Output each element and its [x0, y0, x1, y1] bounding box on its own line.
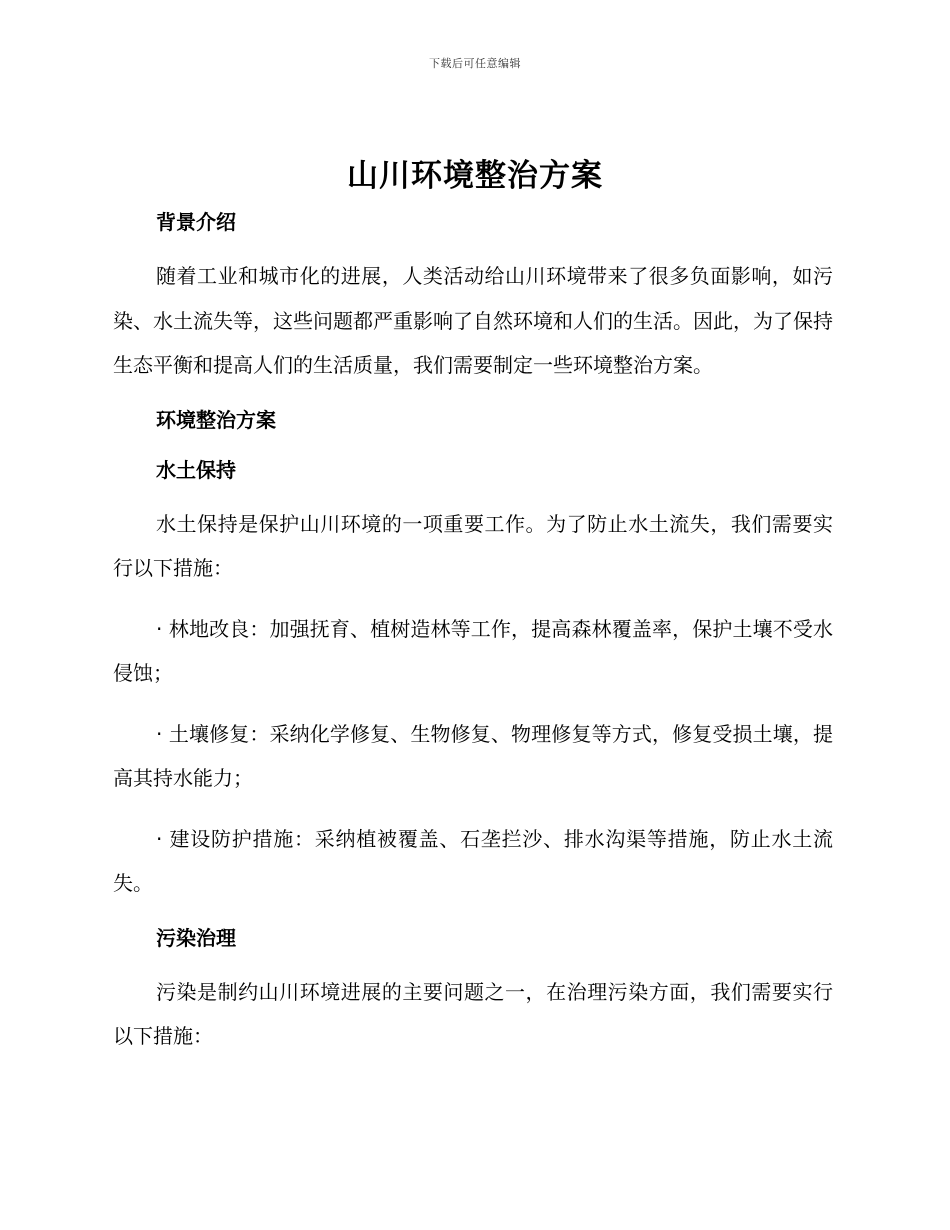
- bullet-item-protection: · 建设防护措施：采纳植被覆盖、石垄拦沙、排水沟渠等措施，防止水土流失。: [113, 826, 833, 895]
- section-heading-plan: 环境整治方案: [156, 407, 276, 432]
- bullet-item-forest: · 林地改良：加强抚育、植树造林等工作，提高森林覆盖率，保护土壤不受水侵蚀；: [113, 616, 833, 685]
- section-heading-soil: 水土保持: [156, 457, 236, 482]
- header-note: 下载后可任意编辑: [429, 57, 521, 70]
- paragraph-pollution: 污染是制约山川环境进展的主要问题之一，在治理污染方面，我们需要实行以下措施：: [113, 979, 833, 1048]
- document-title: 山川环境整治方案: [347, 158, 603, 194]
- paragraph-background: 随着工业和城市化的进展，人类活动给山川环境带来了很多负面影响，如污染、水土流失等，这些问题都严重影响了自然环境和人们的生活。因此，为了保持生态平衡和提高人们的生活质量，我们需要制定一些环境整治方案。: [113, 264, 833, 377]
- paragraph-soil: 水土保持是保护山川环境的一项重要工作。为了防止水土流失，我们需要实行以下措施：: [113, 511, 833, 580]
- bullet-item-soil-repair: · 土壤修复：采纳化学修复、生物修复、物理修复等方式，修复受损土壤，提高其持水能力；: [113, 721, 833, 790]
- document-body: [113, 204, 833, 1059]
- section-heading-background: 背景介绍: [156, 210, 236, 234]
- section-heading-pollution: 污染治理: [156, 925, 236, 950]
